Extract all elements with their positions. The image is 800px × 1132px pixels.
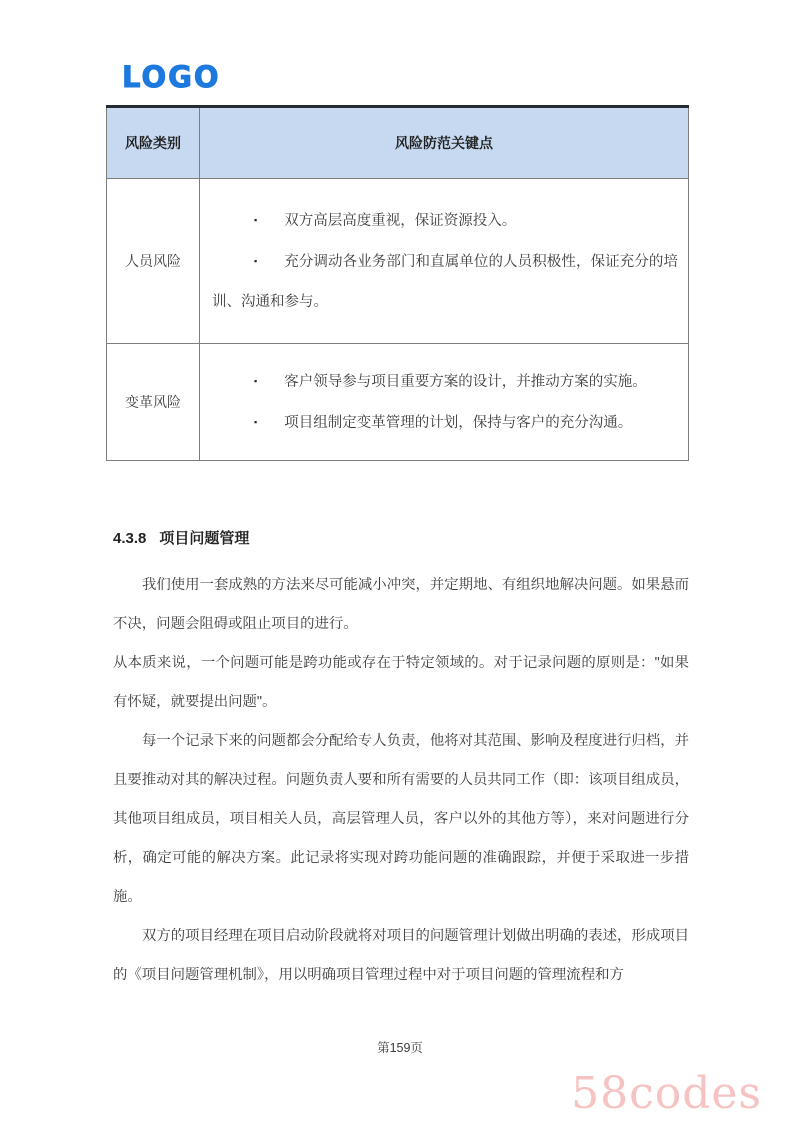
risk-category-cell: 变革风险 <box>107 344 200 461</box>
section-heading <box>113 527 689 548</box>
bullet-square-icon: ▪ <box>254 256 258 266</box>
risk-table-header <box>107 107 689 179</box>
watermark: 58codes <box>571 1068 762 1119</box>
list-item <box>212 402 678 443</box>
list-item-text: 项目组制定变革管理的计划，保持与客户的充分沟通。 <box>284 415 633 431</box>
section-title: 项目问题管理 <box>159 530 250 547</box>
risk-points-cell <box>200 344 689 461</box>
risk-points-cell <box>200 179 689 344</box>
list-item <box>212 200 678 241</box>
table-header-row <box>107 107 689 179</box>
list-item-text: 双方高层高度重视，保证资源投入。 <box>284 213 517 229</box>
risk-category-cell: 人员风险 <box>107 179 200 344</box>
paragraph: 我们使用一套成熟的方法来尽可能减小冲突，并定期地、有组织地解决问题。如果悬而不决，问题会阻碍或阻止项目的进行。 <box>113 577 689 632</box>
company-logo: LOGO <box>122 60 221 94</box>
paragraph: 双方的项目经理在项目启动阶段就将对项目的问题管理计划做出明确的表述，形成项目的《项目问题管理机制》，用以明确项目管理过程中对于项目问题的管理流程和方 <box>113 928 689 983</box>
table-header-risk-category: 风险类别 <box>107 107 200 179</box>
list-item-text: 充分调动各业务部门和直属单位的人员积极性，保证充分的培训、沟通和参与。 <box>212 254 678 310</box>
bullet-square-icon: ▪ <box>254 417 258 427</box>
page-number: 第159页 <box>377 1041 423 1055</box>
table-row-change-risk <box>107 344 689 461</box>
paragraph: 从本质来说，一个问题可能是跨功能或存在于特定领域的。对于记录问题的原则是："如果有怀疑，就要提出问题"。 <box>113 655 689 710</box>
risk-table <box>106 105 689 461</box>
bullet-square-icon: ▪ <box>254 376 258 386</box>
list-item <box>212 361 678 402</box>
table-row-personnel-risk <box>107 179 689 344</box>
section-number: 4.3.8 <box>113 530 147 547</box>
body-text <box>113 566 689 995</box>
list-item <box>212 241 678 322</box>
paragraph: 每一个记录下来的问题都会分配给专人负责，他将对其范围、影响及程度进行归档，并且要推动对其的解决过程。问题负责人要和所有需要的人员共同工作（即：该项目组成员，其他项目组成员，项目相关人员，高层管理人员，客户以外的其他方等），来对问题进行分析，确定可能的解决方案。此记录将实现对跨功能问题的准确跟踪，并便于采取进一步措施。 <box>113 733 689 905</box>
table-header-risk-prevention: 风险防范关键点 <box>200 107 689 179</box>
list-item-text: 客户领导参与项目重要方案的设计，并推动方案的实施。 <box>284 374 647 390</box>
bullet-square-icon: ▪ <box>254 215 258 225</box>
page-content <box>106 60 689 995</box>
